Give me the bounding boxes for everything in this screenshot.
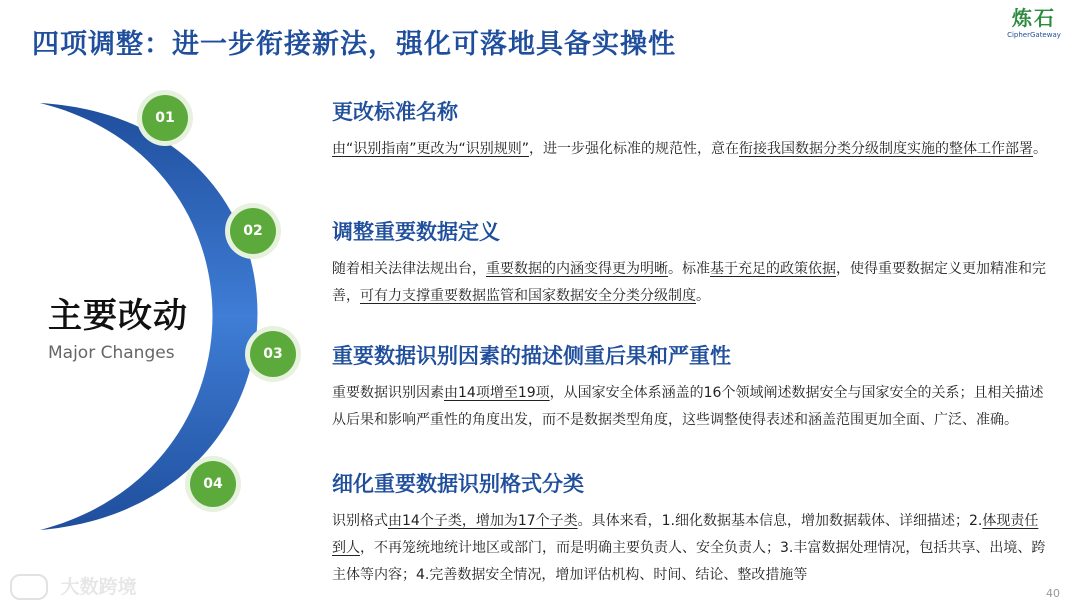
emphasis-text: 由14项增至19项 [444, 385, 550, 401]
watermark-text: 大数跨境 [60, 575, 137, 598]
body-text: 随着相关法律法规出台， [332, 261, 486, 277]
emphasis-text: 由“识别指南”更改为“识别规则” [332, 141, 530, 157]
section-3 [332, 340, 1052, 434]
section-body [332, 136, 1052, 163]
page-number: 40 [1046, 587, 1060, 600]
body-text: 识别格式 [332, 513, 388, 529]
section-body [332, 380, 1052, 434]
section-4 [332, 468, 1052, 589]
emphasis-text: 体现责任到人 [332, 513, 1039, 556]
step-badge-02: 02 [230, 208, 276, 254]
logo-text-en: CipherGateway [1007, 31, 1061, 39]
main-subheading: Major Changes [48, 343, 175, 363]
body-text: 。 [696, 288, 710, 304]
section-title: 更改标准名称 [332, 100, 458, 124]
section-title: 细化重要数据识别格式分类 [332, 472, 584, 496]
logo-text-cn: 炼石 [1012, 6, 1056, 30]
section-body [332, 508, 1052, 589]
body-text: 重要数据识别因素 [332, 385, 444, 401]
body-text: ，从国家安全体系涵盖的16个领域阐述数据安全与国家安全的关系；且相关描述从后果和影响严重性的角度出发，而不是数据类型角度，这些调整使得表述和涵盖范围更加全面、广泛、准确。 [332, 385, 1044, 428]
section-1 [332, 96, 1052, 163]
emphasis-text: 重要数据的内涵变得更为明晰 [486, 261, 668, 277]
page-title: 四项调整：进一步衔接新法，强化可落地具备实操性 [32, 29, 676, 60]
emphasis-text: 由14个子类，增加为17个子类 [388, 513, 578, 529]
body-text: ，进一步强化标准的规范性，意在 [529, 141, 740, 157]
body-text: 。 [1033, 141, 1048, 157]
section-title: 重要数据识别因素的描述侧重后果和严重性 [332, 344, 731, 368]
watermark-icon [10, 574, 48, 600]
body-text: ，不再笼统地统计地区或部门，而是明确主要负责人、安全负责人；3.丰富数据处理情况，包括共享、出境、跨主体等内容；4.完善数据安全情况，增加评估机构、时间、结论、整改措施等 [332, 540, 1046, 583]
main-heading: 主要改动 [48, 296, 188, 336]
step-badge-01: 01 [142, 95, 188, 141]
watermark [10, 572, 137, 601]
step-badge-03: 03 [250, 331, 296, 377]
emphasis-text: 基于充足的政策依据 [710, 261, 836, 277]
body-text: ，使得重要数据定义更加精准和完善， [332, 261, 1046, 304]
section-2 [332, 216, 1052, 310]
section-body [332, 256, 1052, 310]
section-title: 调整重要数据定义 [332, 220, 500, 244]
company-logo [1002, 6, 1066, 40]
emphasis-text: 衔接我国数据分类分级制度实施的整体工作部署 [739, 141, 1034, 157]
step-badge-04: 04 [190, 461, 236, 507]
emphasis-text: 可有力支撑重要数据监管和国家数据安全分类分级制度 [360, 288, 696, 304]
body-text: 。具体来看，1.细化数据基本信息，增加数据载体、详细描述；2. [577, 513, 983, 529]
body-text: 。标准 [668, 261, 710, 277]
